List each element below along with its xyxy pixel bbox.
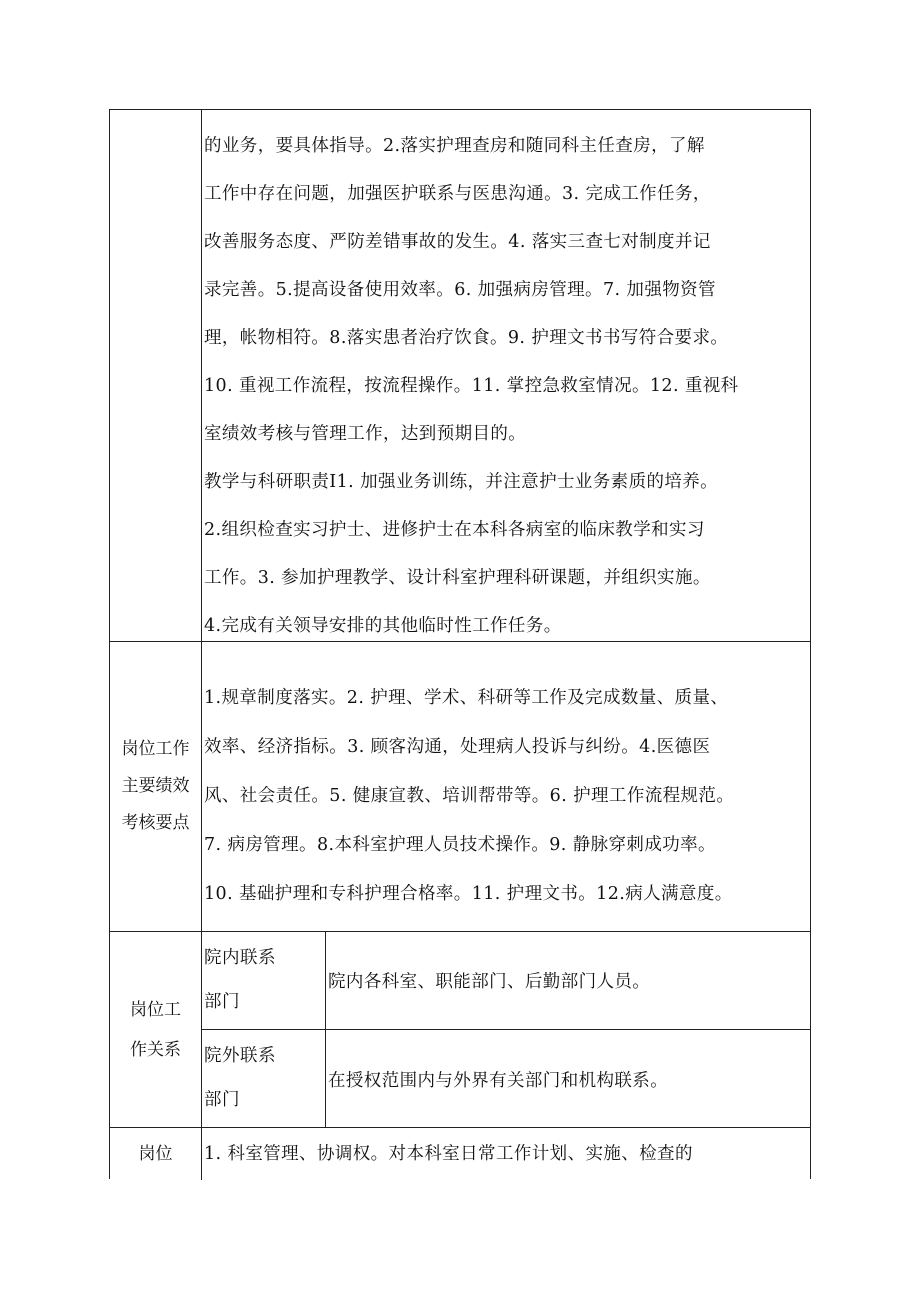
performance-line: 10. 基础护理和专科护理合格率。11. 护理文书。12.病人满意度。 — [204, 884, 733, 904]
duties-line: 改善服务态度、严防差错事故的发生。4. 落实三查七对制度并记 — [204, 232, 711, 252]
authority-row — [110, 1128, 810, 1180]
performance-label-line: 考核要点 — [121, 813, 190, 833]
teaching-duties-line: 2.组织检查实习护士、进修护士在本科各病室的临床教学和实习 — [204, 520, 705, 540]
authority-content — [202, 1128, 810, 1180]
teaching-duties-line: 教学与科研职责I1. 加强业务训练，并注意护士业务素质的培养。 — [204, 472, 719, 492]
duties-line: 的业务，要具体指导。2.落实护理查房和随同科主任查房，了解 — [204, 136, 705, 156]
authority-line: 1. 科室管理、协调权。对本科室日常工作计划、实施、检查的 — [204, 1144, 693, 1164]
performance-content — [202, 642, 810, 931]
duties-line: 理，帐物相符。8.落实患者治疗饮食。9. 护理文书书写符合要求。 — [204, 328, 729, 348]
internal-contacts-label: 院内联系 部门 — [202, 932, 326, 1029]
performance-line: 1.规章制度落实。2. 护理、学术、科研等工作及完成数量、质量、 — [204, 688, 729, 708]
performance-row — [110, 642, 810, 932]
duties-content — [202, 110, 810, 641]
performance-line: 7. 病房管理。8.本科室护理人员技术操作。9. 静脉穿刺成功率。 — [204, 835, 716, 855]
duties-row — [110, 110, 810, 642]
teaching-duties-line: 4.完成有关领导安排的其他临时性工作任务。 — [204, 616, 562, 636]
performance-label-line: 主要绩效 — [121, 776, 190, 796]
authority-label: 岗位 — [110, 1128, 202, 1180]
duties-line: 10. 重视工作流程，按流程操作。11. 掌控急救室情况。12. 重视科 — [204, 376, 739, 396]
performance-label — [110, 642, 202, 931]
internal-contacts-value: 院内各科室、职能部门、后勤部门人员。 — [328, 972, 651, 992]
duties-line: 室绩效考核与管理工作，达到预期目的。 — [204, 424, 527, 444]
internal-contacts-row — [202, 932, 810, 1030]
performance-line: 效率、经济指标。3. 顾客沟通，处理病人投诉与纠纷。4.医德医 — [204, 737, 711, 757]
relationships-label-line: 岗位工 — [130, 999, 181, 1020]
duties-line: 录完善。5.提高设备使用效率。6. 加强病房管理。7. 加强物资管 — [204, 280, 716, 300]
job-description-table — [109, 109, 811, 1179]
external-contacts-value: 在授权范围内与外界有关部门和机构联系。 — [328, 1070, 669, 1091]
duties-line: 工作中存在问题，加强医护联系与医患沟通。3. 完成工作任务， — [204, 184, 711, 204]
relationships-label — [110, 932, 202, 1127]
relationships-label-line: 作关系 — [130, 1039, 181, 1060]
performance-label-line: 岗位工作 — [121, 739, 190, 759]
performance-line: 风、社会责任。5. 健康宣教、培训帮带等。6. 护理工作流程规范。 — [204, 786, 735, 806]
external-contacts-row — [202, 1030, 810, 1128]
external-contacts-label: 院外联系 部门 — [202, 1030, 326, 1128]
teaching-duties-line: 工作。3. 参加护理教学、设计科室护理科研课题，并组织实施。 — [204, 568, 711, 588]
duties-label-cell — [110, 110, 202, 641]
relationships-row — [110, 932, 810, 1128]
